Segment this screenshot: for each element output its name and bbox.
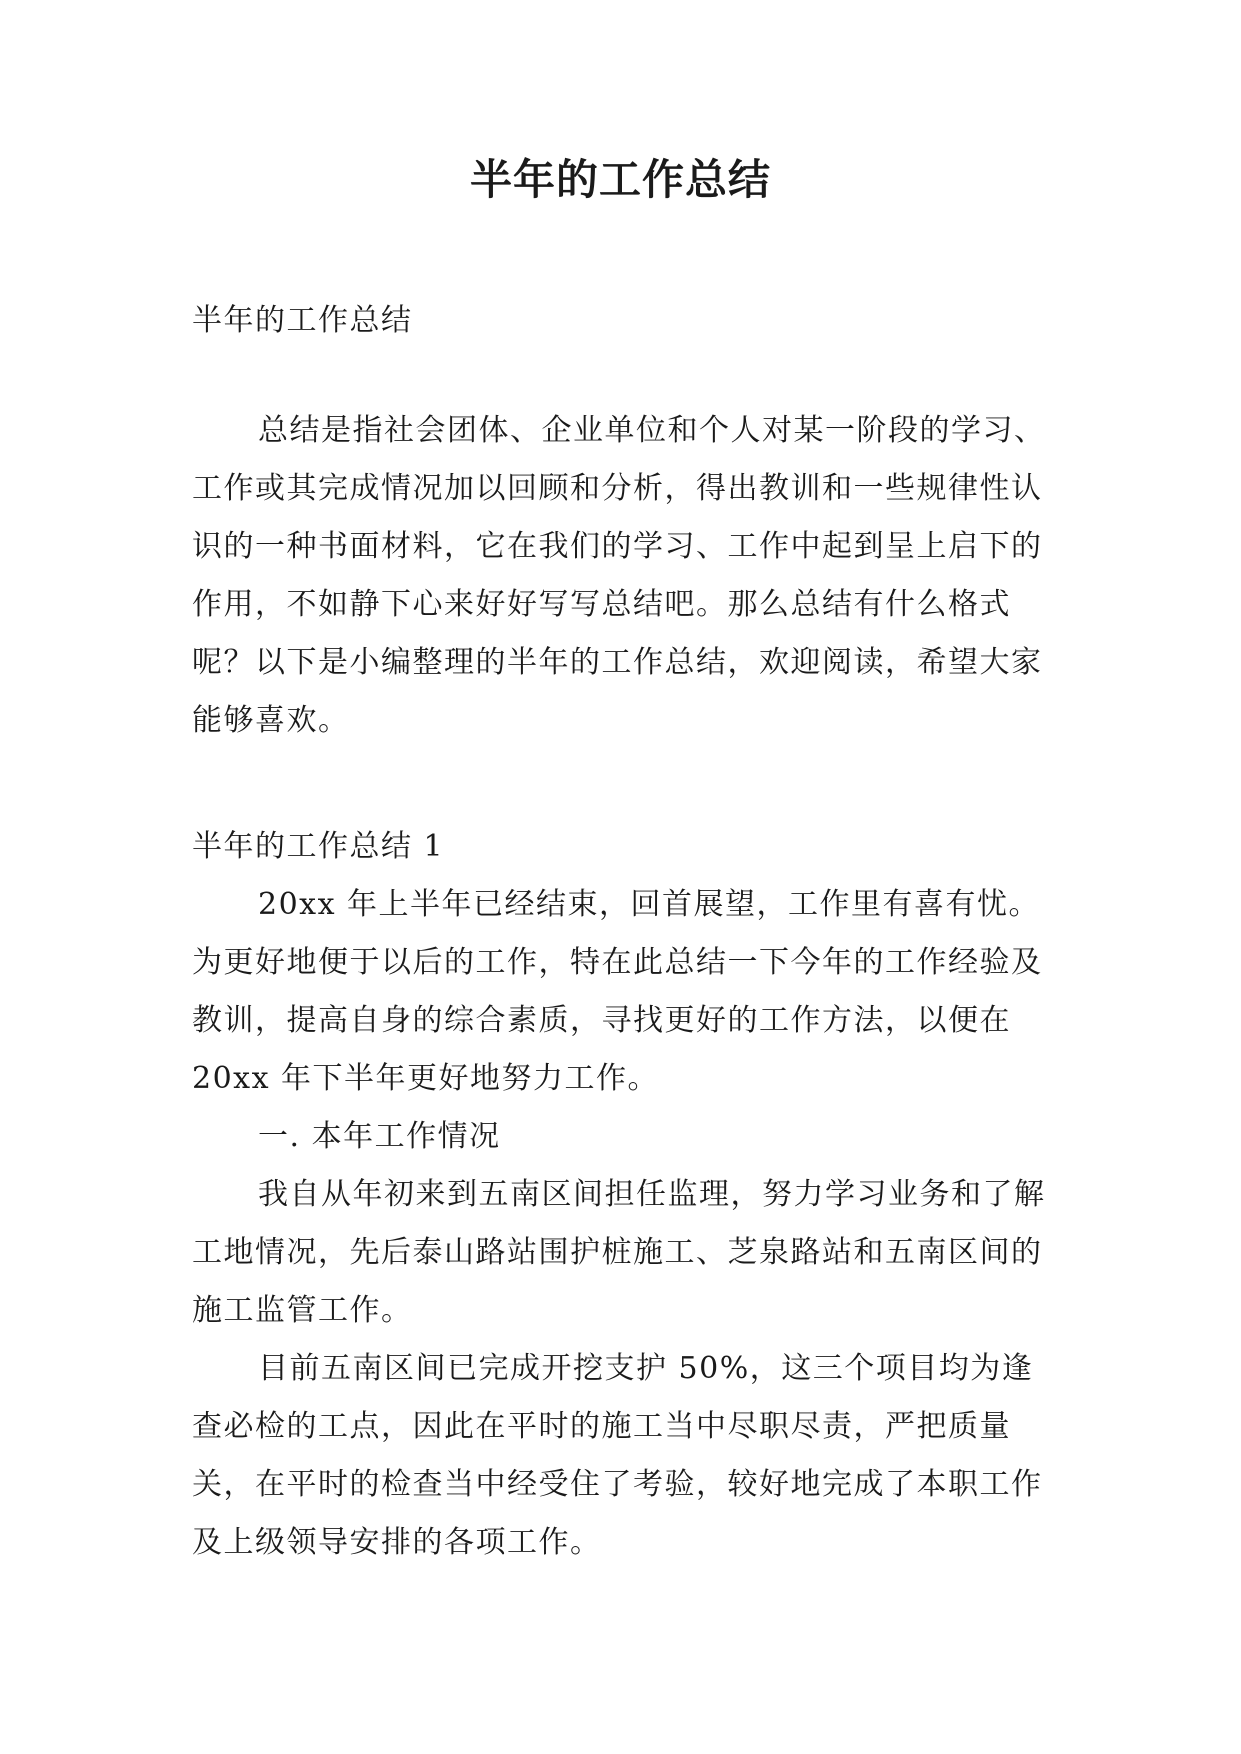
intro-paragraph: 总结是指社会团体、企业单位和个人对某一阶段的学习、工作或其完成情况加以回顾和分析，得出教训和一些规律性认识的一种书面材料，它在我们的学习、工作中起到呈上启下的作用，不如静下心来好好写写总结吧。那么总结有什么格式呢？以下是小编整理的半年的工作总结，欢迎阅读，希望大家能够喜欢。 [192, 413, 1046, 738]
item-1-heading: 一. 本年工作情况 [258, 1119, 501, 1154]
section-1-paragraph-3: 目前五南区间已完成开挖支护 50%，这三个项目均为逢查必检的工点，因此在平时的施工当中尽职尽责，严把质量关，在平时的检查当中经受住了考验，较好地完成了本职工作及上级领导安排的各项工作。 [192, 1351, 1043, 1560]
document-subtitle: 半年的工作总结 [192, 303, 413, 338]
document-title: 半年的工作总结 [469, 155, 771, 204]
section-1-heading: 半年的工作总结 1 [192, 829, 445, 864]
section-1-paragraph-1: 20xx 年上半年已经结束，回首展望，工作里有喜有忧。为更好地便于以后的工作，特在此总结一下今年的工作经验及教训，提高自身的综合素质，寻找更好的工作方法，以便在 20xx 年下半年更好地努力工作。 [192, 887, 1043, 1096]
section-1-paragraph-2: 我自从年初来到五南区间担任监理，努力学习业务和了解工地情况，先后泰山路站围护桩施工、芝泉路站和五南区间的施工监管工作。 [192, 1177, 1046, 1328]
